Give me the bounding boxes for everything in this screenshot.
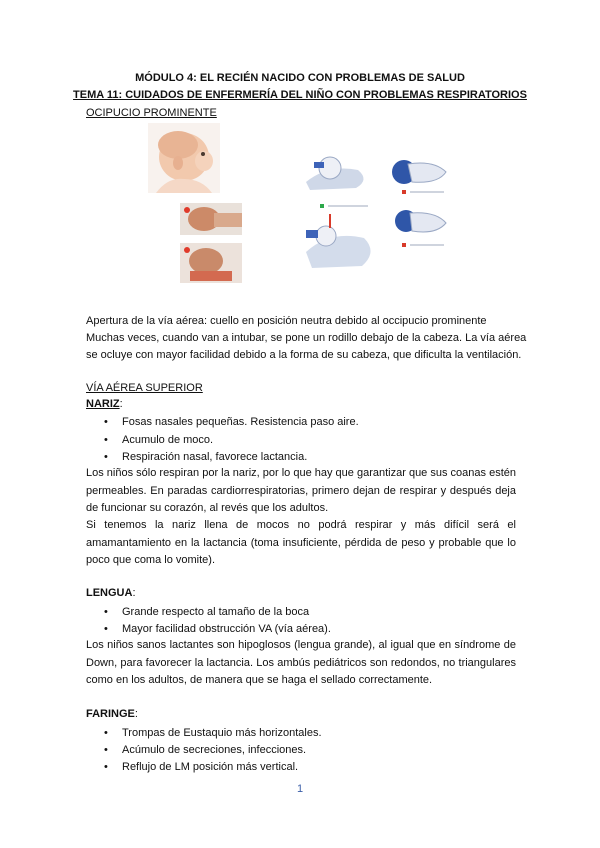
nose-bullet — [104, 433, 213, 447]
pharynx-bullet — [104, 726, 322, 740]
positioning-diagram-2 — [388, 150, 454, 198]
tongue-colon: : — [132, 587, 136, 599]
pharynx-bullet — [104, 760, 298, 774]
tongue-label: LENGUA — [86, 587, 133, 599]
tongue-bullet — [104, 605, 309, 619]
pharynx-bullet-text: Trompas de Eustaquio más horizontales. — [122, 727, 322, 739]
page-number: 1 — [296, 783, 304, 795]
bullet-dot: • — [104, 451, 108, 463]
nose-bullet-text: Acumulo de moco. — [122, 434, 214, 446]
bullet-dot: • — [104, 744, 108, 756]
tongue-bullet — [104, 622, 331, 636]
tongue-heading — [86, 586, 136, 600]
bullet-dot: • — [104, 623, 108, 635]
module-title: MÓDULO 4: EL RECIÉN NACIDO CON PROBLEMAS DE SALUD — [135, 72, 465, 84]
positioning-diagram-3 — [300, 200, 380, 272]
positioning-diagram-4 — [388, 205, 454, 253]
pharynx-bullet — [104, 743, 306, 757]
bullet-dot: • — [104, 761, 108, 773]
baby-profile-photo — [148, 123, 220, 193]
bullet-dot: • — [104, 416, 108, 428]
occiput-line-2: Muchas veces, cuando van a intubar, se pone un rodillo debajo de la cabeza. La vía aérea — [86, 332, 527, 344]
pharynx-heading — [86, 707, 138, 721]
airway-photo-top — [180, 203, 242, 235]
tongue-paragraph: Los niños sanos lactantes son hipoglosos (lengua grande), al igual que en síndrome de Down, para favorecer la lactancia. Los ambús pediátricos son redondos, no triangulares como en los adultos, de manera que se haga el sellado correctamente. — [86, 639, 516, 686]
tongue-bullet-text: Mayor facilidad obstrucción VA (vía aérea). — [122, 623, 331, 635]
pharynx-colon: : — [134, 708, 138, 720]
occiput-line-3: se ocluye con mayor facilidad debido a la forma de su cabeza, que dificulta la ventilación. — [86, 349, 522, 361]
nose-bullet — [104, 415, 359, 429]
nose-bullet-text: Fosas nasales pequeñas. Resistencia paso aire. — [122, 416, 359, 428]
pharynx-label: FARINGE — [86, 708, 135, 720]
upper-airway-heading: VÍA AÉREA SUPERIOR — [86, 382, 203, 394]
nose-paragraph-1: Los niños sólo respiran por la nariz, por lo que hay que garantizar que sus coanas estén permeables. En paradas cardiorrespiratorias, primero dejan de respirar y después deja de funcionar su corazón, al revés que los adultos. — [86, 467, 516, 514]
nose-label: NARIZ — [86, 398, 120, 410]
nose-heading — [86, 397, 123, 411]
occiput-line-1: Apertura de la vía aérea: cuello en posición neutra debido al occipucio prominente — [86, 315, 487, 327]
positioning-diagram-1 — [300, 150, 372, 194]
bullet-dot: • — [104, 606, 108, 618]
bullet-dot: • — [104, 434, 108, 446]
nose-bullet — [104, 450, 307, 464]
nose-bullet-text: Respiración nasal, favorece lactancia. — [122, 451, 308, 463]
tongue-bullet-text: Grande respecto al tamaño de la boca — [122, 606, 310, 618]
occiput-heading: OCIPUCIO PROMINENTE — [86, 107, 217, 119]
bullet-dot: • — [104, 727, 108, 739]
nose-paragraph-2: Si tenemos la nariz llena de mocos no podrá respirar y más difícil será el amamantamiento en la lactancia (toma insuficiente, pérdida de peso y probable que lo poco que coma lo vomite). — [86, 519, 516, 566]
nose-colon: : — [119, 398, 123, 410]
pharynx-bullet-text: Reflujo de LM posición más vertical. — [122, 761, 299, 773]
topic-title: TEMA 11: CUIDADOS DE ENFERMERÍA DEL NIÑO CON PROBLEMAS RESPIRATORIOS — [73, 89, 527, 101]
airway-photo-bottom — [180, 243, 242, 283]
pharynx-bullet-text: Acúmulo de secreciones, infecciones. — [122, 744, 307, 756]
